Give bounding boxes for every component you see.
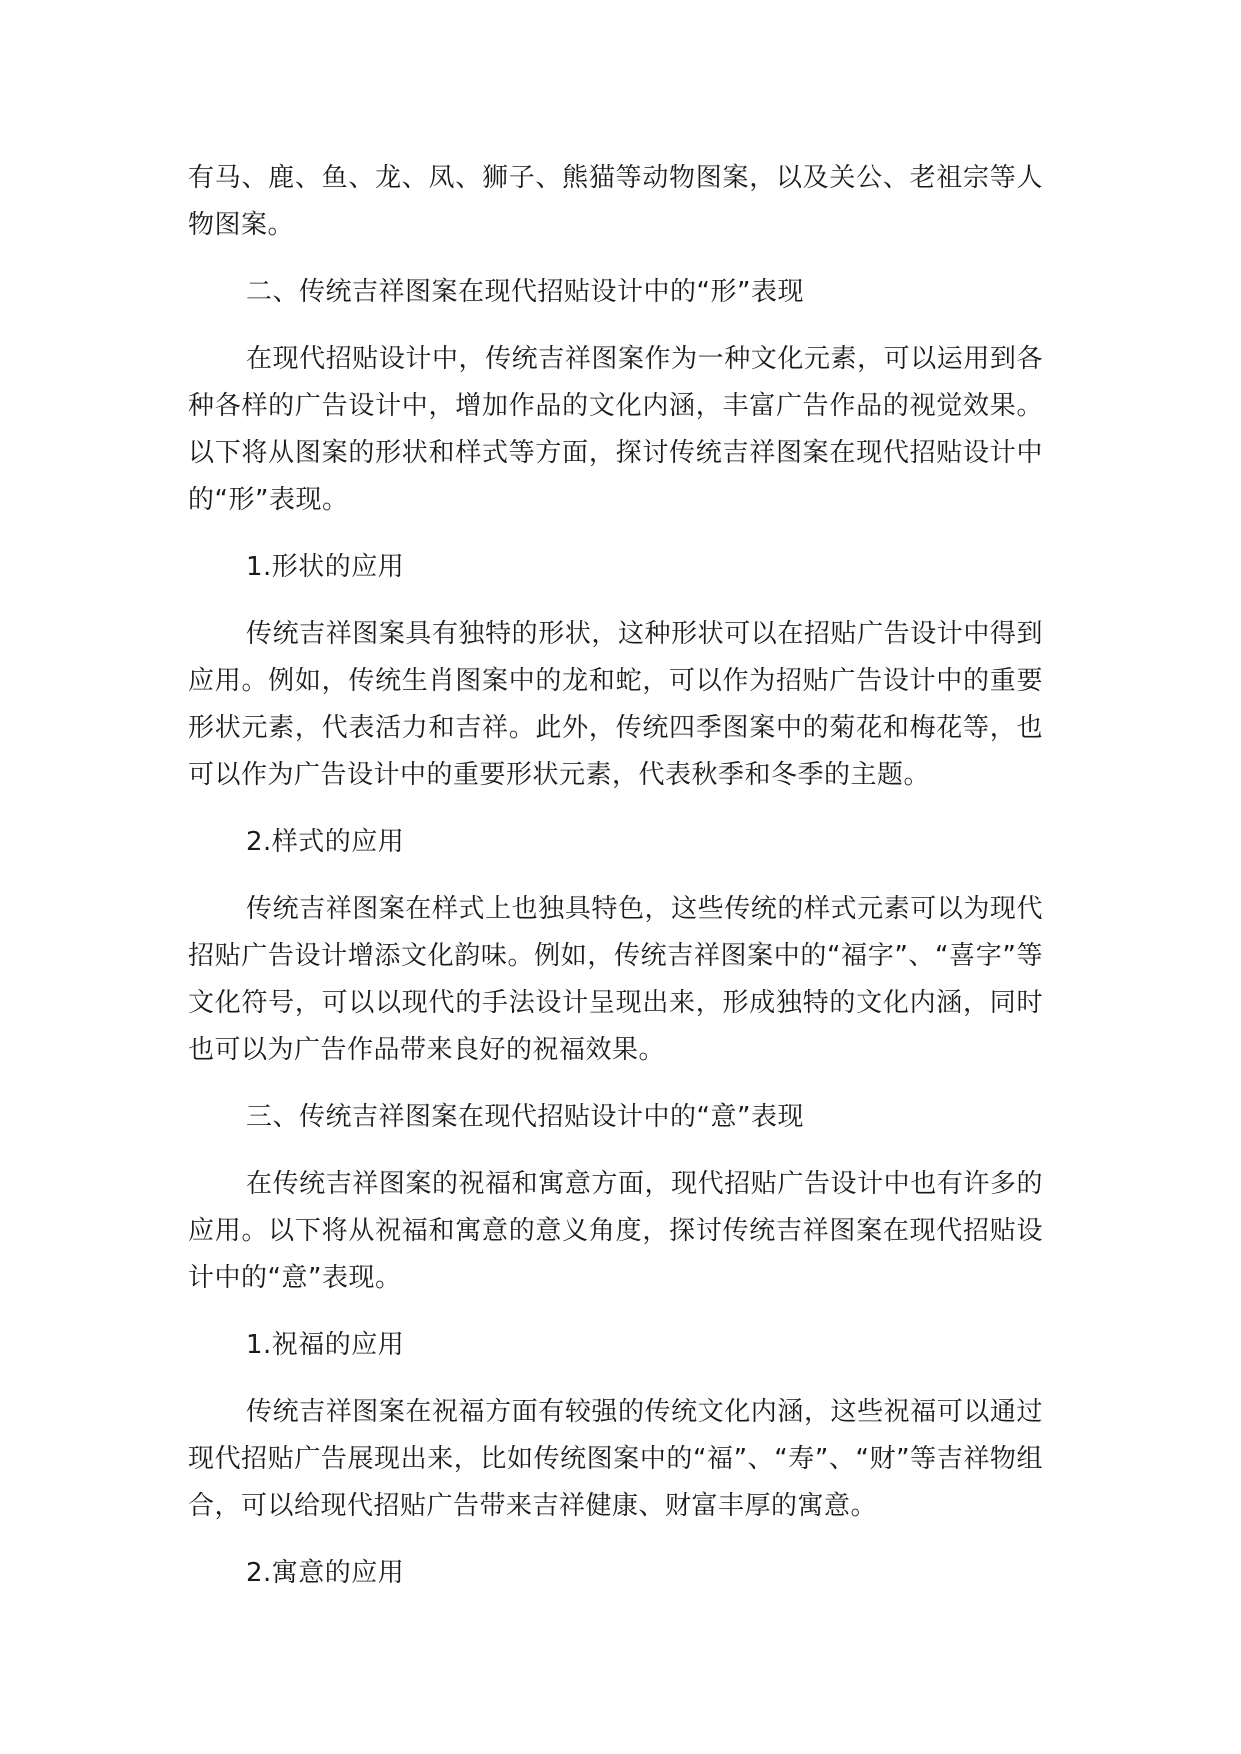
paragraph-shape: 传统吉祥图案具有独特的形状，这种形状可以在招贴广告设计中得到应用。例如，传统生肖图案中的龙和蛇，可以作为招贴广告设计中的重要形状元素，代表活力和吉祥。此外，传统四季图案中的菊花和梅花等，也可以作为广告设计中的重要形状元素，代表秋季和冬季的主题。 <box>188 619 1043 790</box>
subheading-implication: 2.寓意的应用 <box>246 1558 405 1588</box>
paragraph-form-intro: 在现代招贴设计中，传统吉祥图案作为一种文化元素，可以运用到各种各样的广告设计中，增加作品的文化内涵，丰富广告作品的视觉效果。以下将从图案的形状和样式等方面，探讨传统吉祥图案在现代招贴设计中的“形”表现。 <box>188 344 1043 515</box>
section-heading-form: 二、传统吉祥图案在现代招贴设计中的“形”表现 <box>246 277 804 307</box>
document-body <box>188 155 1043 1617</box>
subheading-style: 2.样式的应用 <box>246 827 405 857</box>
subheading-blessing: 1.祝福的应用 <box>246 1330 405 1360</box>
paragraph-blessing: 传统吉祥图案在祝福方面有较强的传统文化内涵，这些祝福可以通过现代招贴广告展现出来，比如传统图案中的“福”、“寿”、“财”等吉祥物组合，可以给现代招贴广告带来吉祥健康、财富丰厚的寓意。 <box>188 1397 1043 1521</box>
paragraph-style: 传统吉祥图案在样式上也独具特色，这些传统的样式元素可以为现代招贴广告设计增添文化韵味。例如，传统吉祥图案中的“福字”、“喜字”等文化符号，可以以现代的手法设计呈现出来，形成独特的文化内涵，同时也可以为广告作品带来良好的祝福效果。 <box>188 894 1043 1065</box>
paragraph-continued: 有马、鹿、鱼、龙、凤、狮子、熊猫等动物图案，以及关公、老祖宗等人物图案。 <box>188 163 1043 240</box>
subheading-shape: 1.形状的应用 <box>246 552 405 582</box>
section-heading-meaning: 三、传统吉祥图案在现代招贴设计中的“意”表现 <box>246 1102 804 1132</box>
paragraph-meaning-intro: 在传统吉祥图案的祝福和寓意方面，现代招贴广告设计中也有许多的应用。以下将从祝福和寓意的意义角度，探讨传统吉祥图案在现代招贴设计中的“意”表现。 <box>188 1169 1043 1293</box>
